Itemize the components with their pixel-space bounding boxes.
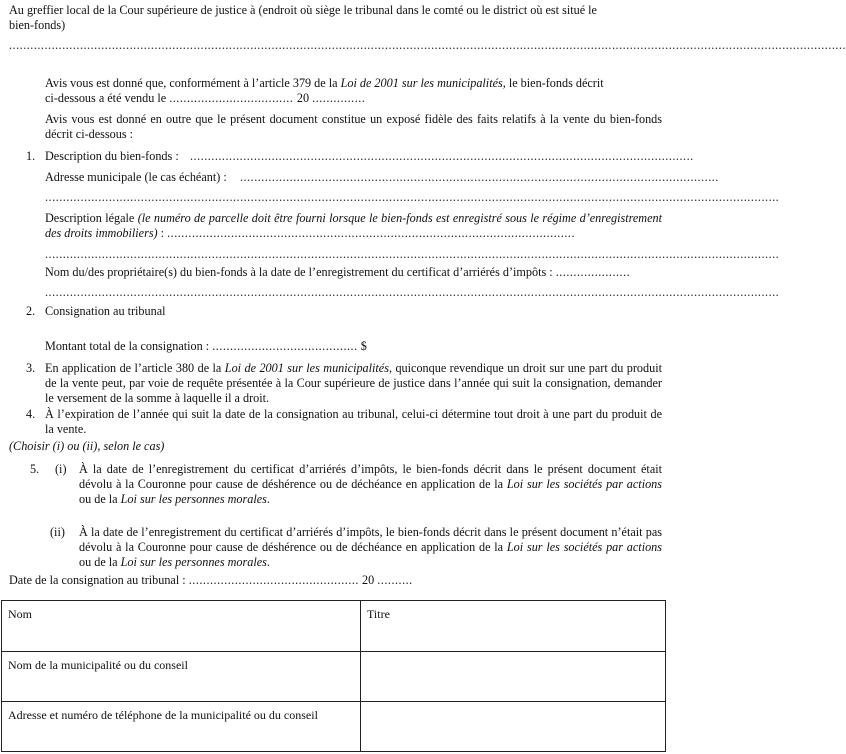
- option-ii-text: À la date de l’enregistrement du certificat d’arriérés d’impôts, le bien-fonds décrit dans le présent document n’était pas dévolu à la Couronne pour cause de déshérence ou de déchéance en application de la Loi sur les sociétés par actions ou de la Loi sur les personnes morales.: [79, 525, 663, 569]
- name-cell[interactable]: [2, 601, 361, 652]
- legal-description-fill-2[interactable]: ...............................................................................................................................................................................................................: [45, 247, 780, 261]
- intro-line-1: Au greffier local de la Cour supérieure de justice à (endroit où siège le tribunal dans le comté ou le district où est situé le: [9, 3, 597, 17]
- owners-fill[interactable]: .....................: [555, 265, 631, 279]
- option-ii-label[interactable]: (ii): [50, 525, 65, 539]
- section-2-title: Consignation au tribunal: [45, 304, 166, 318]
- section-3-number: 3.: [26, 361, 36, 375]
- address-phone-cell[interactable]: [2, 702, 361, 752]
- municipality-cell[interactable]: [2, 652, 361, 702]
- deposit-date-line: Date de la consignation au tribunal : ................................................ 20 ..........: [9, 573, 413, 587]
- title-label: Titre: [367, 607, 390, 621]
- option-i-text: À la date de l’enregistrement du certificat d’arriérés d’impôts, le bien-fonds décrit dans le présent document était dévolu à la Couronne pour cause de déshérence ou de déchéance en application de la Loi sur les sociétés par actions ou de la Loi sur les personnes morales.: [79, 462, 663, 506]
- notice-paragraph-1: Avis vous est donné que, conformément à l’article 379 de la Loi de 2001 sur les municipalités, le bien-fonds décrit: [45, 76, 604, 90]
- address-phone-extra-cell[interactable]: [361, 702, 666, 752]
- signature-table: [1, 600, 666, 752]
- sale-date-fill[interactable]: ...................................: [169, 91, 297, 105]
- section-3-text: En application de l’article 380 de la Loi de 2001 sur les municipalités, quiconque revendique un droit sur une part du produit de la vente peut, par voie de requête présentée à la Cour supérieure de justice dans l’année qui suit la consignation, demander le versement de la somme à laquelle il a droit.: [45, 361, 662, 405]
- option-i-label[interactable]: (i): [55, 462, 67, 476]
- address-label: Adresse municipale (le cas échéant) :: [45, 170, 227, 184]
- section-4-text: À l’expiration de l’année qui suit la date de la consignation au tribunal, celui-ci détermine tout droit à une part du produit de la vente.: [45, 407, 662, 436]
- legal-description-fill[interactable]: ...................................................................................................................: [167, 226, 575, 240]
- property-description-fill[interactable]: ..............................................................................................................................................: [190, 149, 694, 163]
- address-fill-2[interactable]: ...............................................................................................................................................................................................................: [45, 190, 780, 204]
- section-1-title: Description du bien-fonds :: [45, 149, 179, 163]
- deposit-total-fill[interactable]: .........................................: [212, 339, 358, 353]
- title-cell[interactable]: [361, 601, 666, 652]
- intro-fill-line[interactable]: ............................................................................................................................................................................................................................................: [9, 38, 846, 52]
- deposit-total-line: Montant total de la consignation : ......................................... $: [45, 339, 367, 353]
- owners-label: Nom du/des propriétaire(s) du bien-fonds à la date de l’enregistrement du certificat d’arriérés d’impôts : .....................: [45, 265, 631, 279]
- deposit-date-fill[interactable]: ................................................: [188, 573, 359, 587]
- legal-description: Description légale (le numéro de parcelle doit être fourni lorsque le bien-fonds est enregistré sous le régime d’enregistrement des droits immobiliers) : ...................................................................................................................: [45, 211, 662, 240]
- section-2-number: 2.: [26, 304, 36, 318]
- section-4-number: 4.: [26, 407, 36, 421]
- municipality-signature-cell[interactable]: [361, 652, 666, 702]
- notice-paragraph-2: Avis vous est donné en outre que le présent document constitue un exposé fidèle des faits relatifs à la vente du bien-fonds décrit ci-dessous :: [45, 112, 662, 141]
- municipality-label: Nom de la municipalité ou du conseil: [8, 658, 188, 672]
- section-5-number: 5.: [30, 462, 40, 476]
- section-1-number: 1.: [26, 149, 36, 163]
- notice-sale-date-line: ci-dessous a été vendu le ................................... 20 ...............: [45, 91, 366, 105]
- name-label: Nom: [8, 607, 32, 621]
- sale-year-fill[interactable]: ...............: [312, 91, 366, 105]
- intro-line-2: bien-fonds): [9, 18, 66, 32]
- choose-instruction: (Choisir (i) ou (ii), selon le cas): [9, 439, 165, 453]
- deposit-year-fill[interactable]: ..........: [377, 573, 413, 587]
- address-phone-label: Adresse et numéro de téléphone de la municipalité ou du conseil: [8, 708, 318, 722]
- address-fill[interactable]: .......................................................................................................................................: [240, 170, 719, 184]
- owners-fill-2[interactable]: ...............................................................................................................................................................................................................: [45, 285, 780, 299]
